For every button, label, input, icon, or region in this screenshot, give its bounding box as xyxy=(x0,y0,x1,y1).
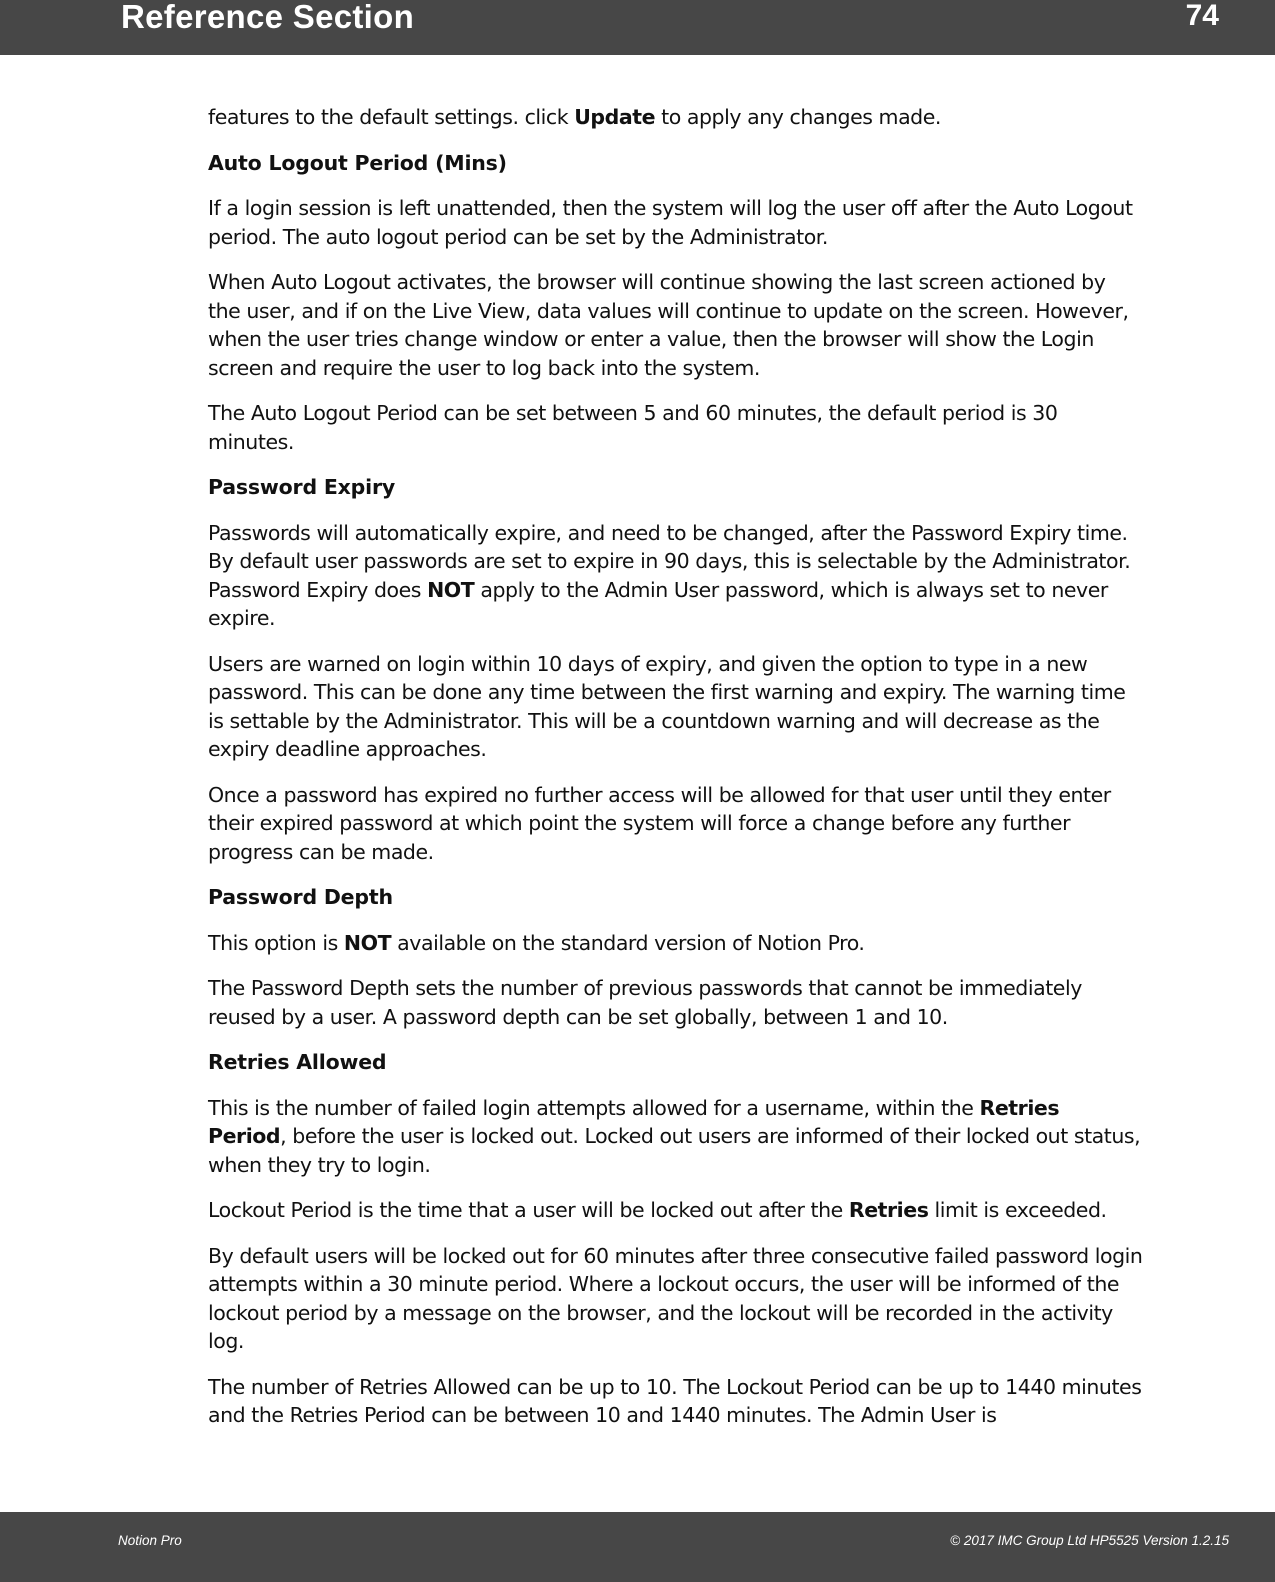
section-title: Reference Section xyxy=(121,0,415,35)
paragraph-retries-1: This is the number of failed login attempts allowed for a username, within the Retries Period, before the user is locked out. Locked out users are informed of their locked out status, when they try to login. xyxy=(208,1095,1141,1177)
paragraph-retries-4: The number of Retries Allowed can be up to 10. The Lockout Period can be up to 1440 minutes and the Retries Period can be between 10 and 1440 minutes. The Admin User is xyxy=(208,1374,1142,1427)
page-number: 74 xyxy=(1185,0,1219,32)
heading-retries-allowed: Retries Allowed xyxy=(208,1050,387,1074)
footer-document-name: Notion Pro xyxy=(118,1533,182,1548)
paragraph-expiry-2: Users are warned on login within 10 days of expiry, and given the option to type in a new password. This can be done any time between the first warning and expiry. The warning time is settable by the Administrator. This will be a countdown warning and will decrease as the expiry deadline approaches. xyxy=(208,651,1126,761)
paragraph-auto-logout-3: The Auto Logout Period can be set between 5 and 60 minutes, the default period is 30 minutes. xyxy=(208,401,1058,454)
paragraph-retries-2: Lockout Period is the time that a user will be locked out after the Retries limit is exceeded. xyxy=(208,1198,1107,1222)
document-body xyxy=(208,103,1143,1447)
paragraph-expiry-3: Once a password has expired no further access will be allowed for that user until they enter their expired password at which point the system will force a change before any further progress can be made. xyxy=(208,782,1111,864)
update-keyword: Update xyxy=(574,105,656,129)
paragraph-auto-logout-2: When Auto Logout activates, the browser will continue showing the last screen actioned by the user, and if on the Live View, data values will continue to update on the screen. However, when the user tries change window or enter a value, then the browser will show the Login screen and require the user to log back into the system. xyxy=(208,270,1129,380)
paragraph-intro: features to the default settings. click Update to apply any changes made. xyxy=(208,105,941,129)
heading-password-expiry: Password Expiry xyxy=(208,475,396,499)
heading-password-depth: Password Depth xyxy=(208,885,393,909)
paragraph-auto-logout-1: If a login session is left unattended, then the system will log the user off after the Auto Logout period. The auto logout period can be set by the Administrator. xyxy=(208,196,1133,249)
paragraph-depth-1: This option is NOT available on the standard version of Notion Pro. xyxy=(208,930,865,955)
page-header xyxy=(0,0,1275,55)
paragraph-retries-3: By default users will be locked out for 60 minutes after three consecutive failed password login attempts within a 30 minute period. Where a lockout occurs, the user will be informed of the lockout period by a message on the browser, and the lockout will be recorded in the activity log. xyxy=(208,1243,1143,1353)
page-footer xyxy=(0,1512,1275,1582)
footer-copyright: © 2017 IMC Group Ltd HP5525 Version 1.2.15 xyxy=(950,1533,1229,1548)
paragraph-expiry-1: Passwords will automatically expire, and need to be changed, after the Password Expiry time. By default user passwords are set to expire in 90 days, this is selectable by the Administrator. Password Expiry does NOT apply to the Admin User password, which is always set to never expire. xyxy=(208,520,1131,630)
paragraph-depth-2: The Password Depth sets the number of previous passwords that cannot be immediately reused by a user. A password depth can be set globally, between 1 and 10. xyxy=(208,976,1082,1029)
heading-auto-logout: Auto Logout Period (Mins) xyxy=(208,150,507,175)
